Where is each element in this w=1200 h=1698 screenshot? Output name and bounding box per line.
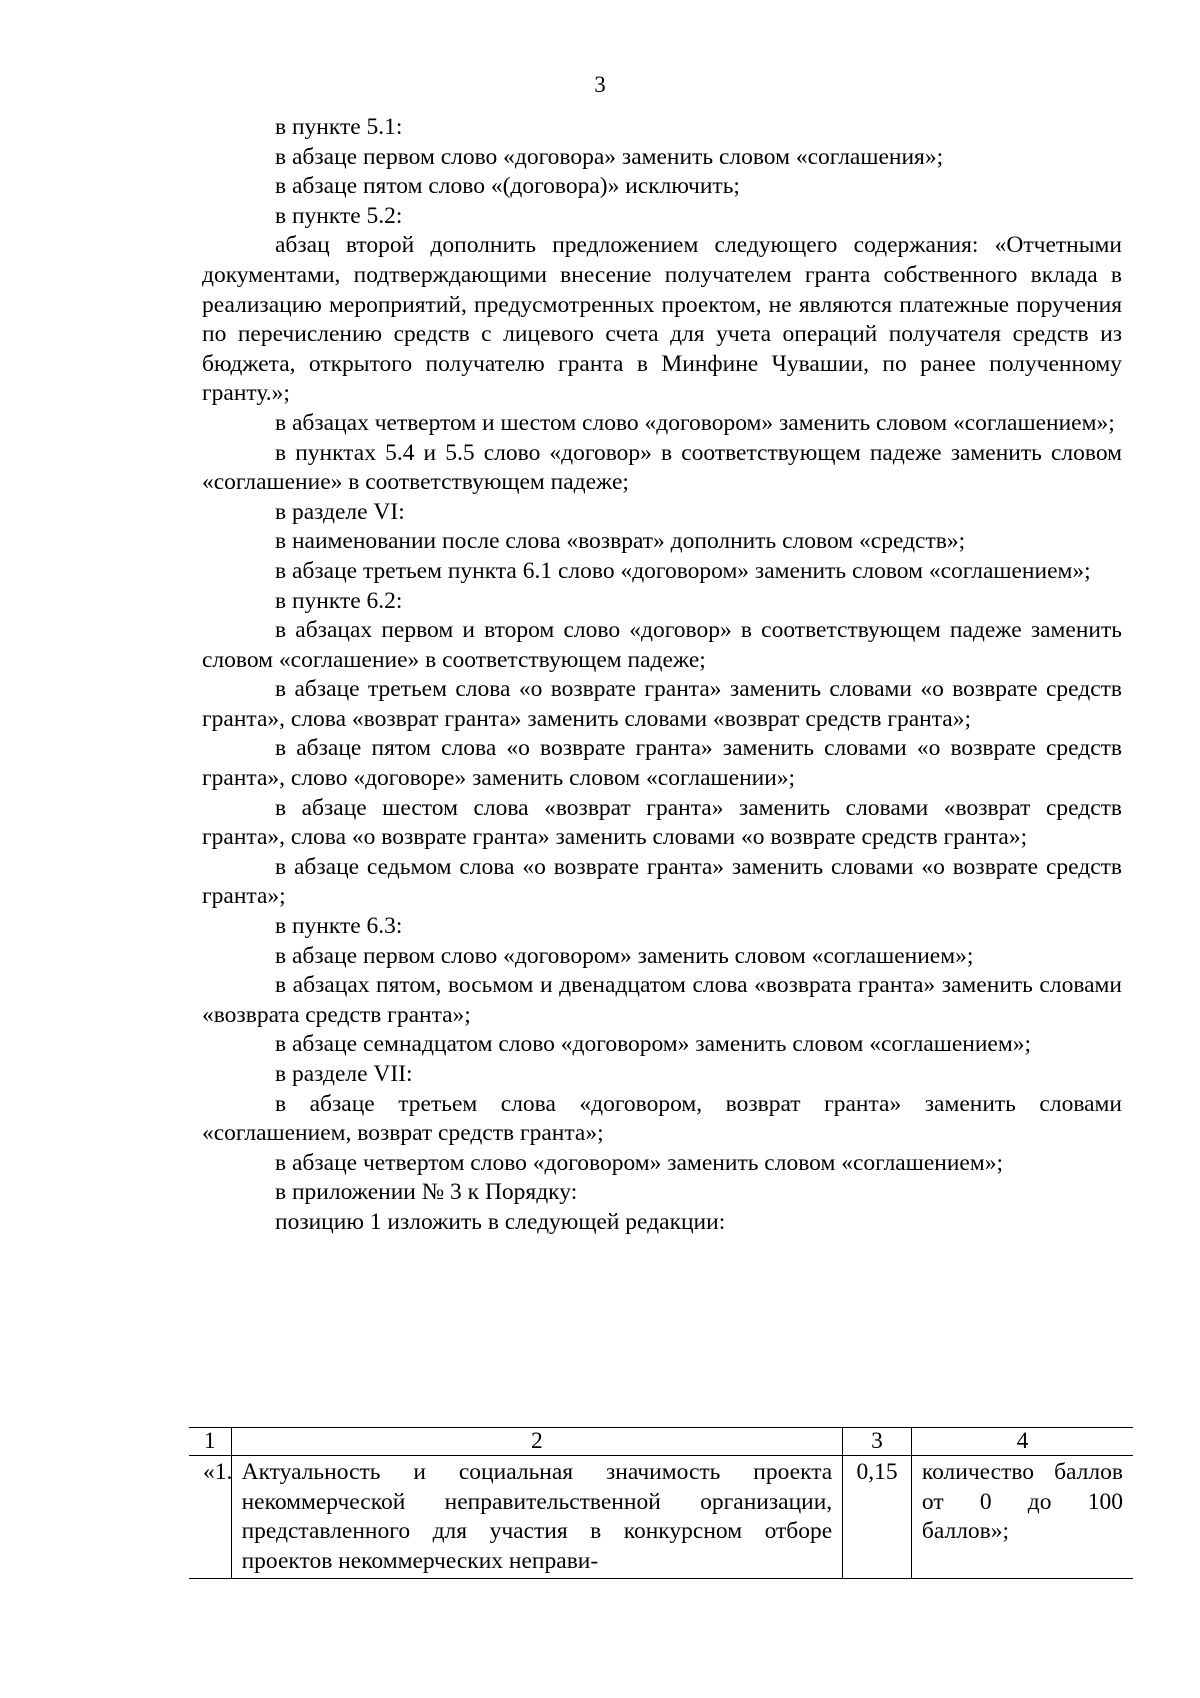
paragraph: в абзаце третьем пункта 6.1 слово «договором» заменить словом «соглашением»; <box>275 557 1091 584</box>
paragraph: в абзаце пятом слова «о возврате гранта» заменить словами «о возврате средств гранта», слово «договоре» заменить словом «соглашении»; <box>202 735 1122 792</box>
criterion-cell: Актуальность и социальная значимость проекта некоммерческой неправительственной организации, представленного для участия в конкурсном отборе проектов некоммерческих неправи- <box>231 1456 843 1579</box>
paragraph: абзац второй дополнить предложением следующего содержания: «Отчетными документами, подтверждающими внесение получателем гранта собственного вклада в реализацию мероприятий, предусмотренных проектом, не являются платежные поручения по перечислению средств с лицевого счета для учета операций получателя средств из бюджета, открытого получателю гранта в Минфине Чувашии, по ранее полученному гранту.»; <box>202 232 1122 407</box>
document-body <box>202 113 1122 1238</box>
paragraph: в пунктах 5.4 и 5.5 слово «договор» в соответствующем падеже заменить словом «соглашение» в соответствующем падеже; <box>202 439 1122 496</box>
paragraph: в абзаце шестом слова «возврат гранта» заменить словами «возврат средств гранта», слова «о возврате гранта» заменить словами «о возврате средств гранта»; <box>202 794 1122 851</box>
paragraph: в разделе VII: <box>275 1061 413 1087</box>
paragraph: в абзацах четвертом и шестом слово «договором» заменить словом «соглашением»; <box>275 409 1115 436</box>
column-header: 3 <box>843 1428 912 1456</box>
column-header: 1 <box>189 1428 231 1456</box>
paragraph: в абзаце четвертом слово «договором» заменить словом «соглашением»; <box>275 1149 1003 1176</box>
paragraph: позицию 1 изложить в следующей редакции: <box>275 1208 726 1235</box>
paragraph: в абзацах пятом, восьмом и двенадцатом слова «возврата гранта» заменить словами «возврата средств гранта»; <box>202 972 1122 1028</box>
column-header: 4 <box>911 1428 1133 1456</box>
column-header: 2 <box>231 1428 843 1456</box>
paragraph: в пункте 6.3: <box>275 913 403 940</box>
criteria-table <box>189 1427 1133 1579</box>
paragraph: в приложении № 3 к Порядку: <box>275 1179 578 1206</box>
page-number: 3 <box>594 72 606 97</box>
paragraph: в абзаце первом слово «договором» заменить словом «соглашением»; <box>275 942 974 969</box>
paragraph: в абзаце первом слово «договора» заменить словом «соглашения»; <box>275 143 944 170</box>
paragraph: в разделе VI: <box>275 498 405 525</box>
paragraph: в абзаце семнадцатом слово «договором» заменить словом «соглашением»; <box>275 1031 1032 1058</box>
paragraph: в абзаце третьем слова «о возврате гранта» заменить словами «о возврате средств гранта», слова «возврат гранта» заменить словами «возврат средств гранта»; <box>202 676 1122 732</box>
paragraph: в абзаце третьем слова «договором, возврат гранта» заменить словами «соглашением, возврат средств гранта»; <box>202 1090 1122 1147</box>
row-number: «1. <box>189 1456 231 1579</box>
paragraph: в абзаце пятом слово «(договора)» исключить; <box>275 173 740 200</box>
paragraph: в пункте 5.1: <box>275 114 403 140</box>
paragraph: в наименовании после слова «возврат» дополнить словом «средств»; <box>275 528 966 555</box>
paragraph: в пункте 6.2: <box>275 587 403 614</box>
paragraph: в пункте 5.2: <box>275 202 403 229</box>
weight-cell: 0,15 <box>843 1456 912 1579</box>
paragraph: в абзацах первом и втором слово «договор» в соответствующем падеже заменить словом «соглашение» в соответствующем падеже; <box>202 617 1122 673</box>
table-header-row <box>189 1428 1133 1456</box>
table-row <box>189 1456 1133 1579</box>
score-cell: количество баллов от 0 до 100 баллов»; <box>911 1456 1133 1579</box>
paragraph: в абзаце седьмом слова «о возврате гранта» заменить словами «о возврате средств гранта»; <box>202 853 1122 910</box>
